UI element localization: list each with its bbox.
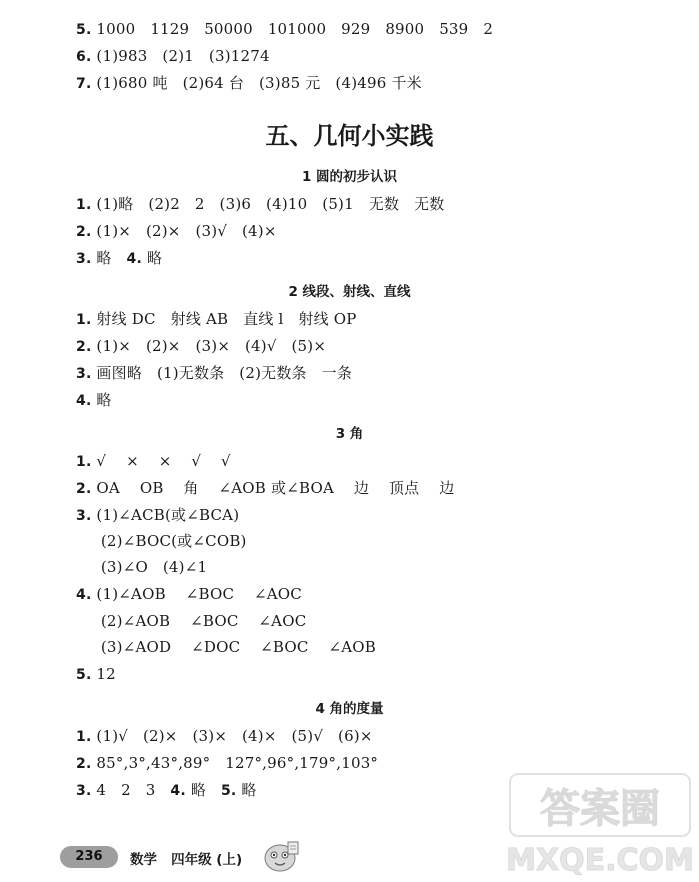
watermark-icon: [508, 770, 693, 878]
question-number: 6.: [76, 49, 92, 65]
book-title: 数学 四年级 (上): [130, 852, 243, 868]
answer-text: (1)∠AOB ∠BOC ∠AOC: [91, 585, 302, 603]
answer-text: (3)∠AOD ∠DOC ∠BOC ∠AOB: [76, 638, 376, 656]
answer-text: (1)√ (2)× (3)× (4)× (5)√ (6)×: [91, 727, 373, 745]
answer-line: [76, 221, 277, 242]
question-number: 4.: [76, 587, 92, 603]
answer-text: 略: [142, 249, 163, 267]
answer-text: (1)∠ACB(或∠BCA): [91, 506, 240, 524]
answer-text: 射线 DC 射线 AB 直线 l 射线 OP: [91, 310, 357, 328]
mascot-icon: [258, 838, 302, 874]
answer-line: [76, 19, 493, 40]
answer-text: 85°,3°,43°,89° 127°,96°,179°,103°: [91, 754, 379, 772]
watermark-text: 答案圈: [540, 786, 660, 832]
answer-text: (1)680 吨 (2)64 台 (3)85 元 (4)496 千米: [91, 74, 422, 92]
question-number: 5.: [76, 22, 92, 38]
answer-text: (1)983 (2)1 (3)1274: [91, 47, 270, 65]
answer-line: [76, 637, 376, 658]
answer-line: [76, 451, 231, 472]
section-heading: 2 线段、射线、直线: [288, 284, 411, 300]
watermark-logo: [508, 770, 693, 878]
question-number: 1.: [76, 729, 92, 745]
question-number: 5.: [220, 783, 237, 799]
answer-line: [76, 309, 357, 330]
answer-line: [76, 336, 326, 357]
question-number: 5.: [76, 667, 92, 683]
chapter-title: 五、几何小实践: [265, 122, 434, 150]
question-number: 1.: [76, 454, 92, 470]
question-number: 1.: [76, 312, 92, 328]
answer-line: [76, 584, 302, 605]
answer-line: [76, 248, 162, 269]
answer-line: [76, 390, 112, 411]
question-number: 1.: [76, 197, 92, 213]
answer-line: [76, 505, 239, 526]
answer-line: [76, 478, 454, 499]
question-number: 2.: [76, 339, 92, 355]
answer-line: [76, 194, 444, 215]
page-footer: [60, 838, 320, 874]
page-number: 236: [60, 846, 118, 868]
question-number: 3.: [76, 783, 92, 799]
answer-text: (2)∠BOC(或∠COB): [76, 532, 247, 550]
answer-line: [76, 531, 247, 552]
answer-text: 画图略 (1)无数条 (2)无数条 一条: [91, 364, 353, 382]
section-heading: 4 角的度量: [315, 701, 384, 717]
answer-text: (1)略 (2)2 2 (3)6 (4)10 (5)1 无数 无数: [91, 195, 445, 213]
answer-line: [76, 611, 306, 632]
answer-text: 略: [185, 781, 221, 799]
answer-line: [76, 363, 352, 384]
answer-line: [76, 726, 373, 747]
section-heading: 1 圆的初步认识: [301, 169, 398, 185]
answer-line: [76, 753, 378, 774]
answer-text: (1)× (2)× (3)× (4)√ (5)×: [91, 337, 327, 355]
question-number: 4.: [126, 251, 143, 267]
answer-text: 1000 1129 50000 101000 929 8900 539 2: [91, 20, 494, 38]
answer-line: [76, 557, 207, 578]
answer-text: √ × × √ √: [91, 452, 231, 470]
answer-line: [76, 664, 116, 685]
answer-line: [76, 46, 270, 67]
answer-text: 4 2 3: [91, 781, 171, 799]
answer-line: [76, 780, 257, 801]
question-number: 2.: [76, 481, 92, 497]
question-number: 4.: [76, 393, 92, 409]
question-number: 3.: [76, 366, 92, 382]
answer-text: 略: [236, 781, 257, 799]
question-number: 4.: [170, 783, 186, 799]
question-number: 3.: [76, 251, 92, 267]
answer-text: 略: [91, 391, 112, 409]
section-heading: 3 角: [335, 426, 364, 442]
answer-text: (2)∠AOB ∠BOC ∠AOC: [76, 612, 307, 630]
answer-line: [76, 73, 422, 94]
answer-text: 12: [91, 665, 116, 683]
answer-text: (1)× (2)× (3)√ (4)×: [91, 222, 277, 240]
answer-text: OA OB 角 ∠AOB 或∠BOA 边 顶点 边: [91, 479, 455, 497]
question-number: 7.: [76, 76, 92, 92]
watermark-url: MXQE.COM: [508, 843, 693, 878]
question-number: 3.: [76, 508, 92, 524]
question-number: 2.: [76, 756, 92, 772]
answer-text: 略: [91, 249, 127, 267]
answer-text: (3)∠O (4)∠1: [76, 558, 208, 576]
question-number: 2.: [76, 224, 92, 240]
